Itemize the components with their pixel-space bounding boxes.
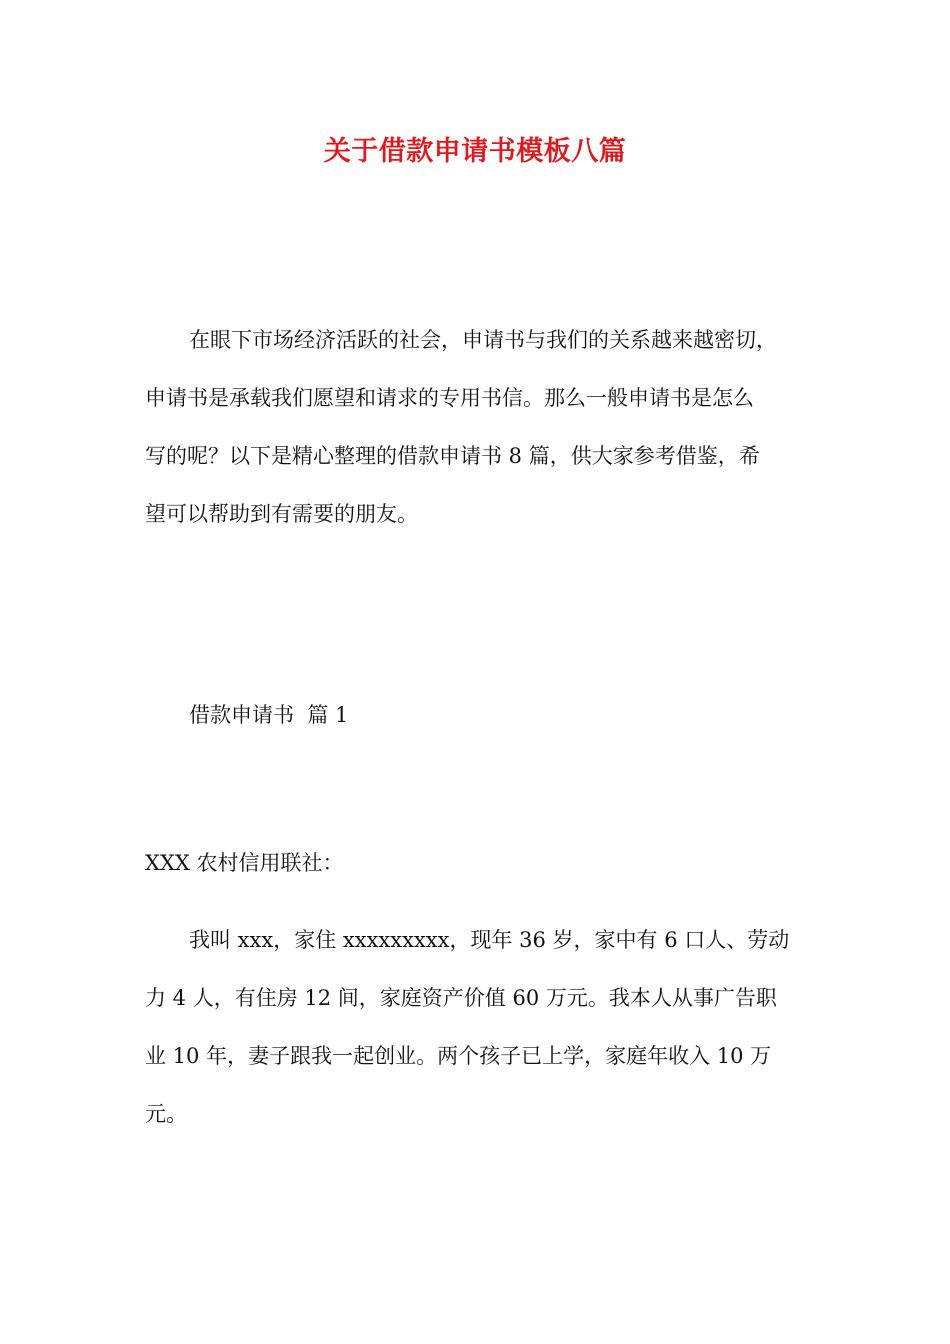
intro-paragraph <box>145 311 835 543</box>
body-paragraph <box>145 911 835 1143</box>
addressee-text: XXX 农村信用联社： <box>145 851 344 875</box>
body-line: 力 4 人，有住房 12 间，家庭资产价值 60 万元。我本人从事广告职 <box>145 986 777 1010</box>
body-line: 我叫 xxx，家住 xxxxxxxxx，现年 36 岁，家中有 6 口人、劳动 <box>189 928 790 952</box>
intro-line: 望可以帮助到有需要的朋友。 <box>145 502 418 526</box>
addressee <box>145 834 835 892</box>
section-heading <box>145 686 835 744</box>
body-line: 元。 <box>145 1102 187 1126</box>
section-heading-text: 借款申请书 篇 1 <box>189 703 349 727</box>
intro-line: 在眼下市场经济活跃的社会，申请书与我们的关系越来越密切， <box>189 328 777 352</box>
body-line: 业 10 年，妻子跟我一起创业。两个孩子已上学，家庭年收入 10 万 <box>145 1044 772 1068</box>
intro-line: 写的呢？以下是精心整理的借款申请书 8 篇，供大家参考借鉴，希 <box>145 444 760 468</box>
document-title: 关于借款申请书模板八篇 <box>323 136 627 167</box>
intro-line: 申请书是承载我们愿望和请求的专用书信。那么一般申请书是怎么 <box>145 386 754 410</box>
